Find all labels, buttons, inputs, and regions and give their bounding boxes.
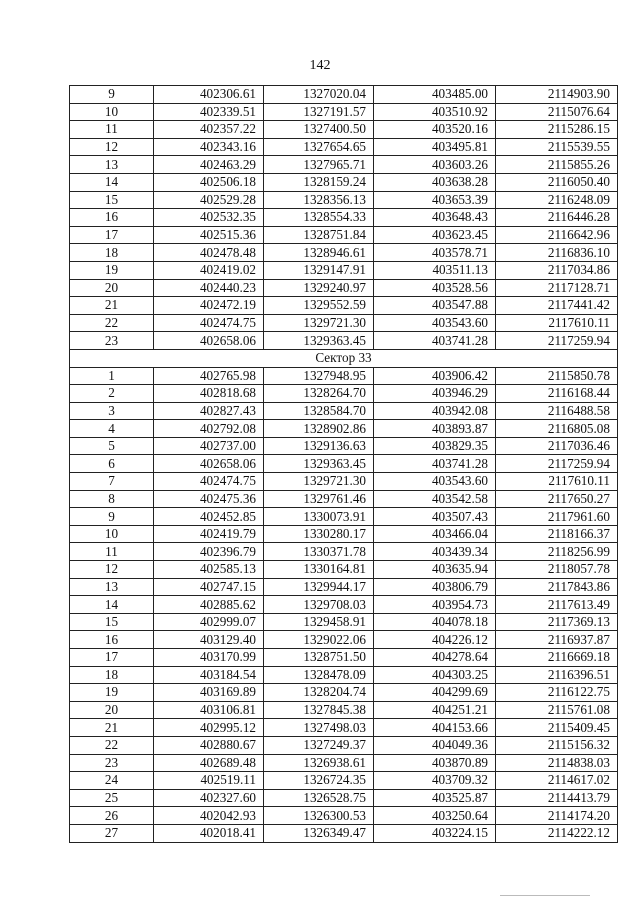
coordinate-cell: 402463.29 <box>154 156 264 174</box>
coordinate-cell: 402515.36 <box>154 226 264 244</box>
coordinate-cell: 403906.42 <box>374 367 496 385</box>
point-number-cell: 18 <box>70 666 154 684</box>
coordinate-cell: 402419.02 <box>154 261 264 279</box>
coordinate-cell: 2114903.90 <box>496 86 618 104</box>
point-number-cell: 20 <box>70 279 154 297</box>
table-row <box>70 613 618 631</box>
coordinate-cell: 2117369.13 <box>496 613 618 631</box>
coordinate-cell: 402474.75 <box>154 314 264 332</box>
coordinate-cell: 403635.94 <box>374 561 496 579</box>
page-number: 142 <box>309 58 331 73</box>
coordinate-cell: 2115156.32 <box>496 736 618 754</box>
coordinate-cell: 1329240.97 <box>264 279 374 297</box>
point-number-cell: 24 <box>70 772 154 790</box>
coordinate-cell: 1328751.50 <box>264 649 374 667</box>
point-number-cell: 20 <box>70 701 154 719</box>
coordinate-cell: 1327249.37 <box>264 736 374 754</box>
point-number-cell: 16 <box>70 631 154 649</box>
coordinate-cell: 402396.79 <box>154 543 264 561</box>
coordinate-cell: 2115761.08 <box>496 701 618 719</box>
coordinate-cell: 2116248.09 <box>496 191 618 209</box>
coordinate-cell: 1329944.17 <box>264 578 374 596</box>
coordinate-cell: 403542.58 <box>374 490 496 508</box>
coordinate-cell: 402885.62 <box>154 596 264 614</box>
coordinate-cell: 2116805.08 <box>496 420 618 438</box>
coordinate-cell: 404153.66 <box>374 719 496 737</box>
coordinate-cell: 1329721.30 <box>264 473 374 491</box>
coordinate-cell: 2117036.46 <box>496 437 618 455</box>
table-row <box>70 173 618 191</box>
coordinate-cell: 2117128.71 <box>496 279 618 297</box>
coordinate-cell: 404278.64 <box>374 649 496 667</box>
coordinate-cell: 2114174.20 <box>496 807 618 825</box>
coordinate-cell: 402339.51 <box>154 103 264 121</box>
coordinate-cell: 1329458.91 <box>264 613 374 631</box>
coordinate-cell: 402737.00 <box>154 437 264 455</box>
coordinate-cell: 404226.12 <box>374 631 496 649</box>
coordinate-cell: 2114222.12 <box>496 824 618 842</box>
coordinate-cell: 2115539.55 <box>496 138 618 156</box>
coordinate-cell: 402765.98 <box>154 367 264 385</box>
table-row <box>70 297 618 315</box>
coordinate-cell: 1330280.17 <box>264 525 374 543</box>
coordinate-cell: 1326300.53 <box>264 807 374 825</box>
coordinate-cell: 402585.13 <box>154 561 264 579</box>
coordinate-cell: 402506.18 <box>154 173 264 191</box>
point-number-cell: 16 <box>70 209 154 227</box>
coordinate-cell: 2116122.75 <box>496 684 618 702</box>
coordinate-cell: 1328159.24 <box>264 173 374 191</box>
table-row <box>70 666 618 684</box>
point-number-cell: 13 <box>70 156 154 174</box>
table-row <box>70 226 618 244</box>
coordinate-cell: 1327845.38 <box>264 701 374 719</box>
table-row <box>70 543 618 561</box>
coordinate-cell: 2116937.87 <box>496 631 618 649</box>
coordinate-cell: 2117961.60 <box>496 508 618 526</box>
coordinate-cell: 1328264.70 <box>264 385 374 403</box>
table-row <box>70 684 618 702</box>
coordinate-cell: 403511.13 <box>374 261 496 279</box>
coordinate-cell: 1329136.63 <box>264 437 374 455</box>
coordinate-cell: 403485.00 <box>374 86 496 104</box>
point-number-cell: 26 <box>70 807 154 825</box>
coordinate-cell: 403495.81 <box>374 138 496 156</box>
coordinate-cell: 402452.85 <box>154 508 264 526</box>
coordinate-cell: 403224.15 <box>374 824 496 842</box>
coordinate-cell: 402529.28 <box>154 191 264 209</box>
table-row <box>70 789 618 807</box>
coordinate-cell: 402995.12 <box>154 719 264 737</box>
point-number-cell: 23 <box>70 332 154 350</box>
coordinate-cell: 403709.32 <box>374 772 496 790</box>
coordinate-cell: 403250.64 <box>374 807 496 825</box>
table-row <box>70 437 618 455</box>
coordinate-cell: 403510.92 <box>374 103 496 121</box>
coordinate-cell: 1330164.81 <box>264 561 374 579</box>
coordinate-cell: 403653.39 <box>374 191 496 209</box>
coordinate-cell: 403543.60 <box>374 473 496 491</box>
coordinate-cell: 2114838.03 <box>496 754 618 772</box>
table-row <box>70 596 618 614</box>
coordinate-cell: 2115076.64 <box>496 103 618 121</box>
coordinate-cell: 1327965.71 <box>264 156 374 174</box>
coordinate-cell: 1328751.84 <box>264 226 374 244</box>
coordinate-cell: 2117259.94 <box>496 332 618 350</box>
coordinate-cell: 403543.60 <box>374 314 496 332</box>
point-number-cell: 5 <box>70 437 154 455</box>
coordinate-cell: 403170.99 <box>154 649 264 667</box>
table-row <box>70 508 618 526</box>
coordinate-cell: 1328356.13 <box>264 191 374 209</box>
point-number-cell: 22 <box>70 314 154 332</box>
coordinate-cell: 403741.28 <box>374 455 496 473</box>
sector-section <box>70 349 618 367</box>
sector-label: Сектор 33 <box>70 349 618 367</box>
coordinate-cell: 403870.89 <box>374 754 496 772</box>
coordinate-cell: 402474.75 <box>154 473 264 491</box>
point-number-cell: 1 <box>70 367 154 385</box>
table-row <box>70 578 618 596</box>
table-row <box>70 209 618 227</box>
point-number-cell: 15 <box>70 613 154 631</box>
point-number-cell: 12 <box>70 138 154 156</box>
coordinate-cell: 1329708.03 <box>264 596 374 614</box>
coordinate-cell: 2116050.40 <box>496 173 618 191</box>
coordinate-cell: 2115286.15 <box>496 121 618 139</box>
point-number-cell: 11 <box>70 543 154 561</box>
point-number-cell: 17 <box>70 649 154 667</box>
coordinate-cell: 1329761.46 <box>264 490 374 508</box>
point-number-cell: 14 <box>70 173 154 191</box>
table-row <box>70 473 618 491</box>
coordinate-cell: 2116836.10 <box>496 244 618 262</box>
coordinate-cell: 403528.56 <box>374 279 496 297</box>
coordinate-cell: 1326528.75 <box>264 789 374 807</box>
table-row <box>70 191 618 209</box>
point-number-cell: 9 <box>70 508 154 526</box>
table-body-top <box>70 86 618 350</box>
coordinate-cell: 402519.11 <box>154 772 264 790</box>
table-row <box>70 561 618 579</box>
point-number-cell: 11 <box>70 121 154 139</box>
coordinate-cell: 2117441.42 <box>496 297 618 315</box>
coordinate-cell: 2117034.86 <box>496 261 618 279</box>
coordinate-cell: 1327020.04 <box>264 86 374 104</box>
coordinate-cell: 403106.81 <box>154 701 264 719</box>
coordinate-cell: 1328584.70 <box>264 402 374 420</box>
coordinate-cell: 403946.29 <box>374 385 496 403</box>
table-row <box>70 138 618 156</box>
coordinate-cell: 402343.16 <box>154 138 264 156</box>
coordinate-cell: 403520.16 <box>374 121 496 139</box>
table-row <box>70 86 618 104</box>
coordinate-cell: 2116642.96 <box>496 226 618 244</box>
coordinate-cell: 2117650.27 <box>496 490 618 508</box>
coordinate-cell: 1330371.78 <box>264 543 374 561</box>
coordinate-cell: 1326724.35 <box>264 772 374 790</box>
coordinate-cell: 403942.08 <box>374 402 496 420</box>
table-row <box>70 525 618 543</box>
coordinate-cell: 403184.54 <box>154 666 264 684</box>
coordinate-cell: 403603.26 <box>374 156 496 174</box>
coordinate-cell: 402689.48 <box>154 754 264 772</box>
coordinate-cell: 2117610.11 <box>496 314 618 332</box>
point-number-cell: 2 <box>70 385 154 403</box>
coordinate-cell: 403547.88 <box>374 297 496 315</box>
point-number-cell: 12 <box>70 561 154 579</box>
coordinate-cell: 403466.04 <box>374 525 496 543</box>
coordinate-cell: 402018.41 <box>154 824 264 842</box>
coordinate-cell: 402306.61 <box>154 86 264 104</box>
coordinate-cell: 1329363.45 <box>264 332 374 350</box>
coordinate-cell: 2115409.45 <box>496 719 618 737</box>
table-row <box>70 385 618 403</box>
table-row <box>70 754 618 772</box>
coordinate-cell: 403507.43 <box>374 508 496 526</box>
coordinate-cell: 1329147.91 <box>264 261 374 279</box>
table-row <box>70 121 618 139</box>
coordinate-cell: 402818.68 <box>154 385 264 403</box>
coordinate-cell: 404049.36 <box>374 736 496 754</box>
coordinate-cell: 403169.89 <box>154 684 264 702</box>
coordinate-cell: 402440.23 <box>154 279 264 297</box>
point-number-cell: 27 <box>70 824 154 842</box>
coordinate-cell: 2116168.44 <box>496 385 618 403</box>
point-number-cell: 7 <box>70 473 154 491</box>
coordinate-cell: 2116669.18 <box>496 649 618 667</box>
coordinate-cell: 403829.35 <box>374 437 496 455</box>
point-number-cell: 18 <box>70 244 154 262</box>
coordinate-cell: 2118166.37 <box>496 525 618 543</box>
coordinate-cell: 1329363.45 <box>264 455 374 473</box>
scan-mark <box>500 895 590 896</box>
point-number-cell: 21 <box>70 297 154 315</box>
point-number-cell: 3 <box>70 402 154 420</box>
point-number-cell: 10 <box>70 103 154 121</box>
point-number-cell: 8 <box>70 490 154 508</box>
coordinate-cell: 402747.15 <box>154 578 264 596</box>
sector-header-row <box>70 349 618 367</box>
coordinate-cell: 1329022.06 <box>264 631 374 649</box>
table-row <box>70 332 618 350</box>
coordinate-cell: 1328478.09 <box>264 666 374 684</box>
coordinate-cell: 2114413.79 <box>496 789 618 807</box>
coordinate-cell: 403439.34 <box>374 543 496 561</box>
coordinate-cell: 404303.25 <box>374 666 496 684</box>
coordinate-cell: 402327.60 <box>154 789 264 807</box>
table-row <box>70 649 618 667</box>
coordinate-cell: 1326938.61 <box>264 754 374 772</box>
point-number-cell: 10 <box>70 525 154 543</box>
table-row <box>70 402 618 420</box>
coordinate-cell: 402880.67 <box>154 736 264 754</box>
coordinate-cell: 404078.18 <box>374 613 496 631</box>
coordinate-cell: 404251.21 <box>374 701 496 719</box>
table-row <box>70 736 618 754</box>
coordinate-cell: 403648.43 <box>374 209 496 227</box>
table-row <box>70 103 618 121</box>
coordinate-cell: 2115855.26 <box>496 156 618 174</box>
coordinate-cell: 1327400.50 <box>264 121 374 139</box>
coordinate-cell: 2117259.94 <box>496 455 618 473</box>
coordinates-table <box>69 85 618 843</box>
coordinate-cell: 402827.43 <box>154 402 264 420</box>
coordinate-cell: 2114617.02 <box>496 772 618 790</box>
point-number-cell: 9 <box>70 86 154 104</box>
coordinate-cell: 403638.28 <box>374 173 496 191</box>
point-number-cell: 22 <box>70 736 154 754</box>
point-number-cell: 15 <box>70 191 154 209</box>
coordinate-cell: 1329721.30 <box>264 314 374 332</box>
coordinate-cell: 402475.36 <box>154 490 264 508</box>
point-number-cell: 6 <box>70 455 154 473</box>
point-number-cell: 13 <box>70 578 154 596</box>
coordinate-cell: 403893.87 <box>374 420 496 438</box>
coordinate-cell: 402357.22 <box>154 121 264 139</box>
table-row <box>70 455 618 473</box>
point-number-cell: 14 <box>70 596 154 614</box>
coordinate-cell: 2116488.58 <box>496 402 618 420</box>
coordinate-cell: 402658.06 <box>154 332 264 350</box>
coordinate-cell: 402042.93 <box>154 807 264 825</box>
coordinate-cell: 1326349.47 <box>264 824 374 842</box>
coordinate-cell: 2118057.78 <box>496 561 618 579</box>
table-row <box>70 156 618 174</box>
table-row <box>70 701 618 719</box>
coordinate-cell: 403129.40 <box>154 631 264 649</box>
coordinate-cell: 1328554.33 <box>264 209 374 227</box>
coordinate-cell: 1327498.03 <box>264 719 374 737</box>
coordinate-cell: 2115850.78 <box>496 367 618 385</box>
table-row <box>70 807 618 825</box>
table-row <box>70 824 618 842</box>
coordinate-cell: 2118256.99 <box>496 543 618 561</box>
point-number-cell: 19 <box>70 261 154 279</box>
coordinate-cell: 402532.35 <box>154 209 264 227</box>
table-body-bottom <box>70 367 618 842</box>
coordinate-cell: 2117613.49 <box>496 596 618 614</box>
table-row <box>70 631 618 649</box>
coordinate-cell: 403806.79 <box>374 578 496 596</box>
table-row <box>70 420 618 438</box>
point-number-cell: 23 <box>70 754 154 772</box>
coordinate-cell: 1330073.91 <box>264 508 374 526</box>
coordinate-cell: 1327948.95 <box>264 367 374 385</box>
point-number-cell: 17 <box>70 226 154 244</box>
table-row <box>70 490 618 508</box>
point-number-cell: 4 <box>70 420 154 438</box>
coordinate-cell: 403623.45 <box>374 226 496 244</box>
coordinate-cell: 402658.06 <box>154 455 264 473</box>
coordinate-cell: 2117610.11 <box>496 473 618 491</box>
coordinate-cell: 1327191.57 <box>264 103 374 121</box>
table-row <box>70 772 618 790</box>
coordinate-cell: 402419.79 <box>154 525 264 543</box>
point-number-cell: 19 <box>70 684 154 702</box>
table-row <box>70 719 618 737</box>
coordinate-cell: 403525.87 <box>374 789 496 807</box>
coordinate-cell: 1327654.65 <box>264 138 374 156</box>
coordinate-cell: 402792.08 <box>154 420 264 438</box>
coordinate-cell: 2116396.51 <box>496 666 618 684</box>
coordinate-cell: 404299.69 <box>374 684 496 702</box>
table-row <box>70 279 618 297</box>
coordinate-cell: 2117843.86 <box>496 578 618 596</box>
table-row <box>70 367 618 385</box>
coordinate-cell: 402999.07 <box>154 613 264 631</box>
table-row <box>70 261 618 279</box>
coordinate-cell: 402472.19 <box>154 297 264 315</box>
coordinate-cell: 403954.73 <box>374 596 496 614</box>
coordinate-cell: 403578.71 <box>374 244 496 262</box>
coordinate-cell: 1328204.74 <box>264 684 374 702</box>
point-number-cell: 25 <box>70 789 154 807</box>
coordinate-cell: 1328902.86 <box>264 420 374 438</box>
coordinate-cell: 2116446.28 <box>496 209 618 227</box>
table-row <box>70 244 618 262</box>
point-number-cell: 21 <box>70 719 154 737</box>
table-row <box>70 314 618 332</box>
coordinate-cell: 1328946.61 <box>264 244 374 262</box>
coordinate-cell: 403741.28 <box>374 332 496 350</box>
coordinate-cell: 402478.48 <box>154 244 264 262</box>
coordinate-cell: 1329552.59 <box>264 297 374 315</box>
